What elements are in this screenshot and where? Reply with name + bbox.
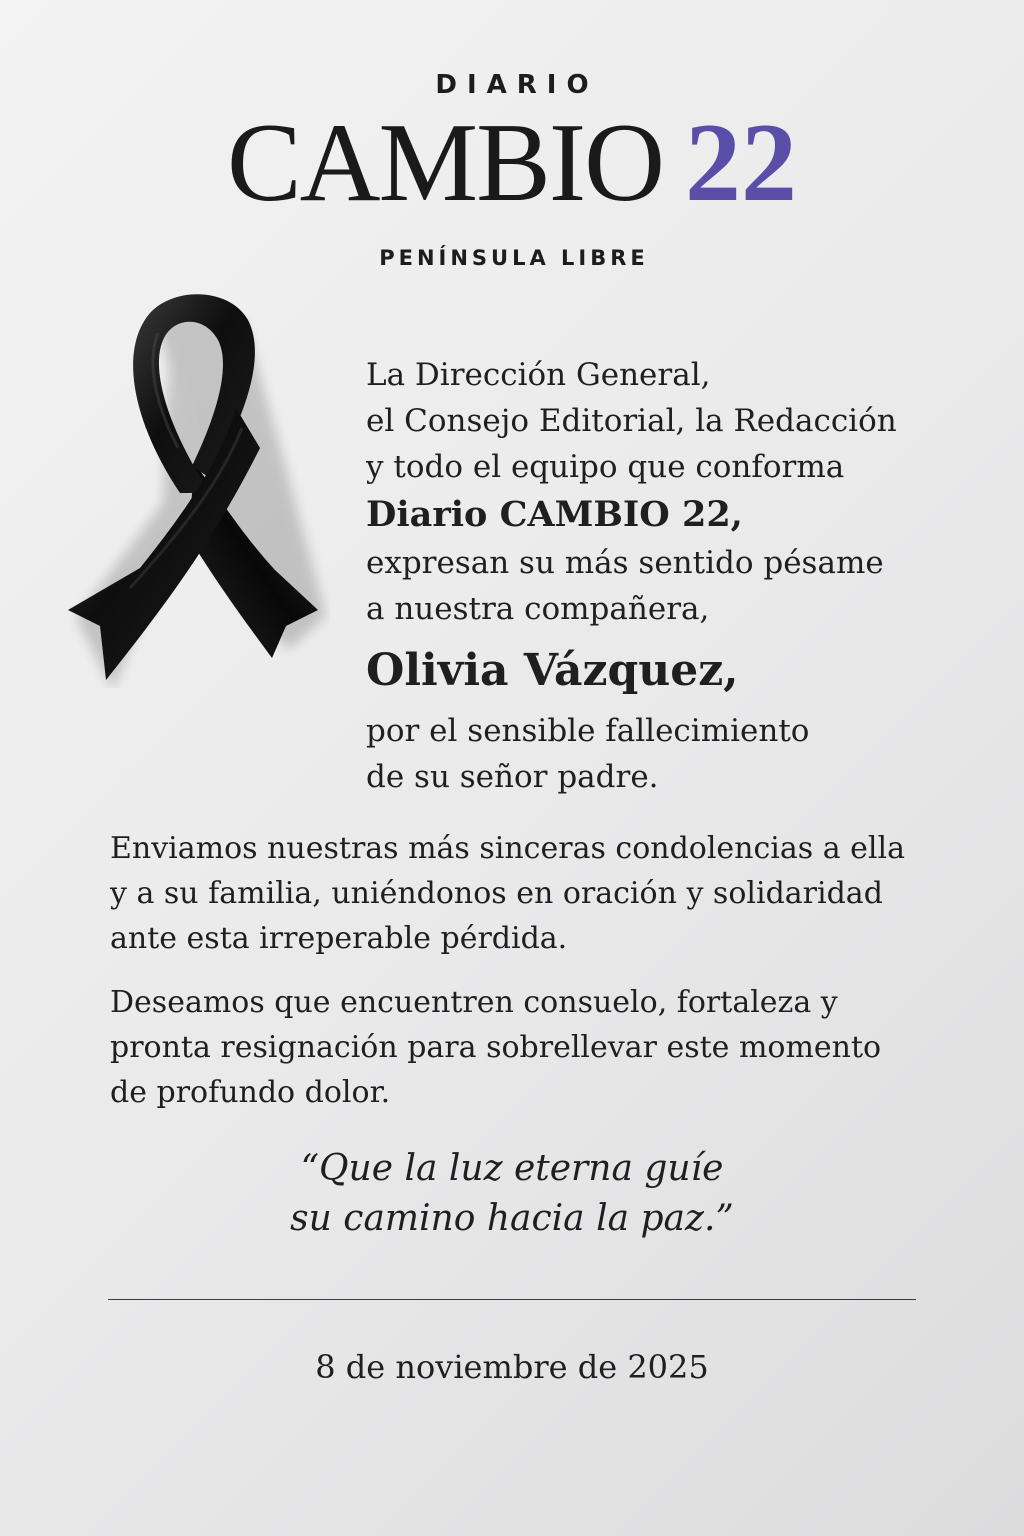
intro-line: de su señor padre. xyxy=(366,759,659,795)
paragraph-line: de profundo dolor. xyxy=(110,1075,391,1110)
intro-line: expresan su más sentido pésame xyxy=(366,545,884,581)
intro-line: La Dirección General, xyxy=(366,357,711,393)
honoree-name: Olivia Vázquez, xyxy=(366,645,739,696)
intro-line: y todo el equipo que conforma xyxy=(366,449,845,485)
masthead-logo xyxy=(0,101,1024,225)
masthead xyxy=(0,70,1024,270)
organization-name: Diario CAMBIO 22, xyxy=(366,494,743,535)
mourning-ribbon-icon xyxy=(60,288,330,688)
memorial-quote xyxy=(0,1144,1024,1244)
condolence-paragraph-1 xyxy=(110,826,930,961)
quote-line: su camino hacia la paz.” xyxy=(290,1198,734,1239)
paragraph-line: pronta resignación para sobrellevar este momento xyxy=(110,1030,882,1065)
notice-date: 8 de noviembre de 2025 xyxy=(315,1348,709,1386)
quote-line: “Que la luz eterna guíe xyxy=(300,1148,724,1189)
condolence-paragraph-2 xyxy=(110,980,930,1115)
intro-line: a nuestra compañera, xyxy=(366,591,710,627)
intro-line: el Consejo Editorial, la Redacción xyxy=(366,403,897,439)
masthead-top-word: DIARIO xyxy=(435,70,599,100)
paragraph-line: y a su familia, uniéndonos en oración y solidaridad xyxy=(110,876,883,911)
masthead-subtitle: PENÍNSULA LIBRE xyxy=(379,246,649,270)
masthead-number: 22 xyxy=(685,101,798,225)
masthead-main-word: CAMBIO xyxy=(226,101,664,225)
intro-line: por el sensible fallecimiento xyxy=(366,713,810,749)
divider xyxy=(108,1299,916,1300)
paragraph-line: ante esta irreperable pérdida. xyxy=(110,921,568,956)
paragraph-line: Deseamos que encuentren consuelo, fortaleza y xyxy=(110,985,838,1020)
condolence-intro xyxy=(366,352,986,800)
paragraph-line: Enviamos nuestras más sinceras condolencias a ella xyxy=(110,831,905,866)
